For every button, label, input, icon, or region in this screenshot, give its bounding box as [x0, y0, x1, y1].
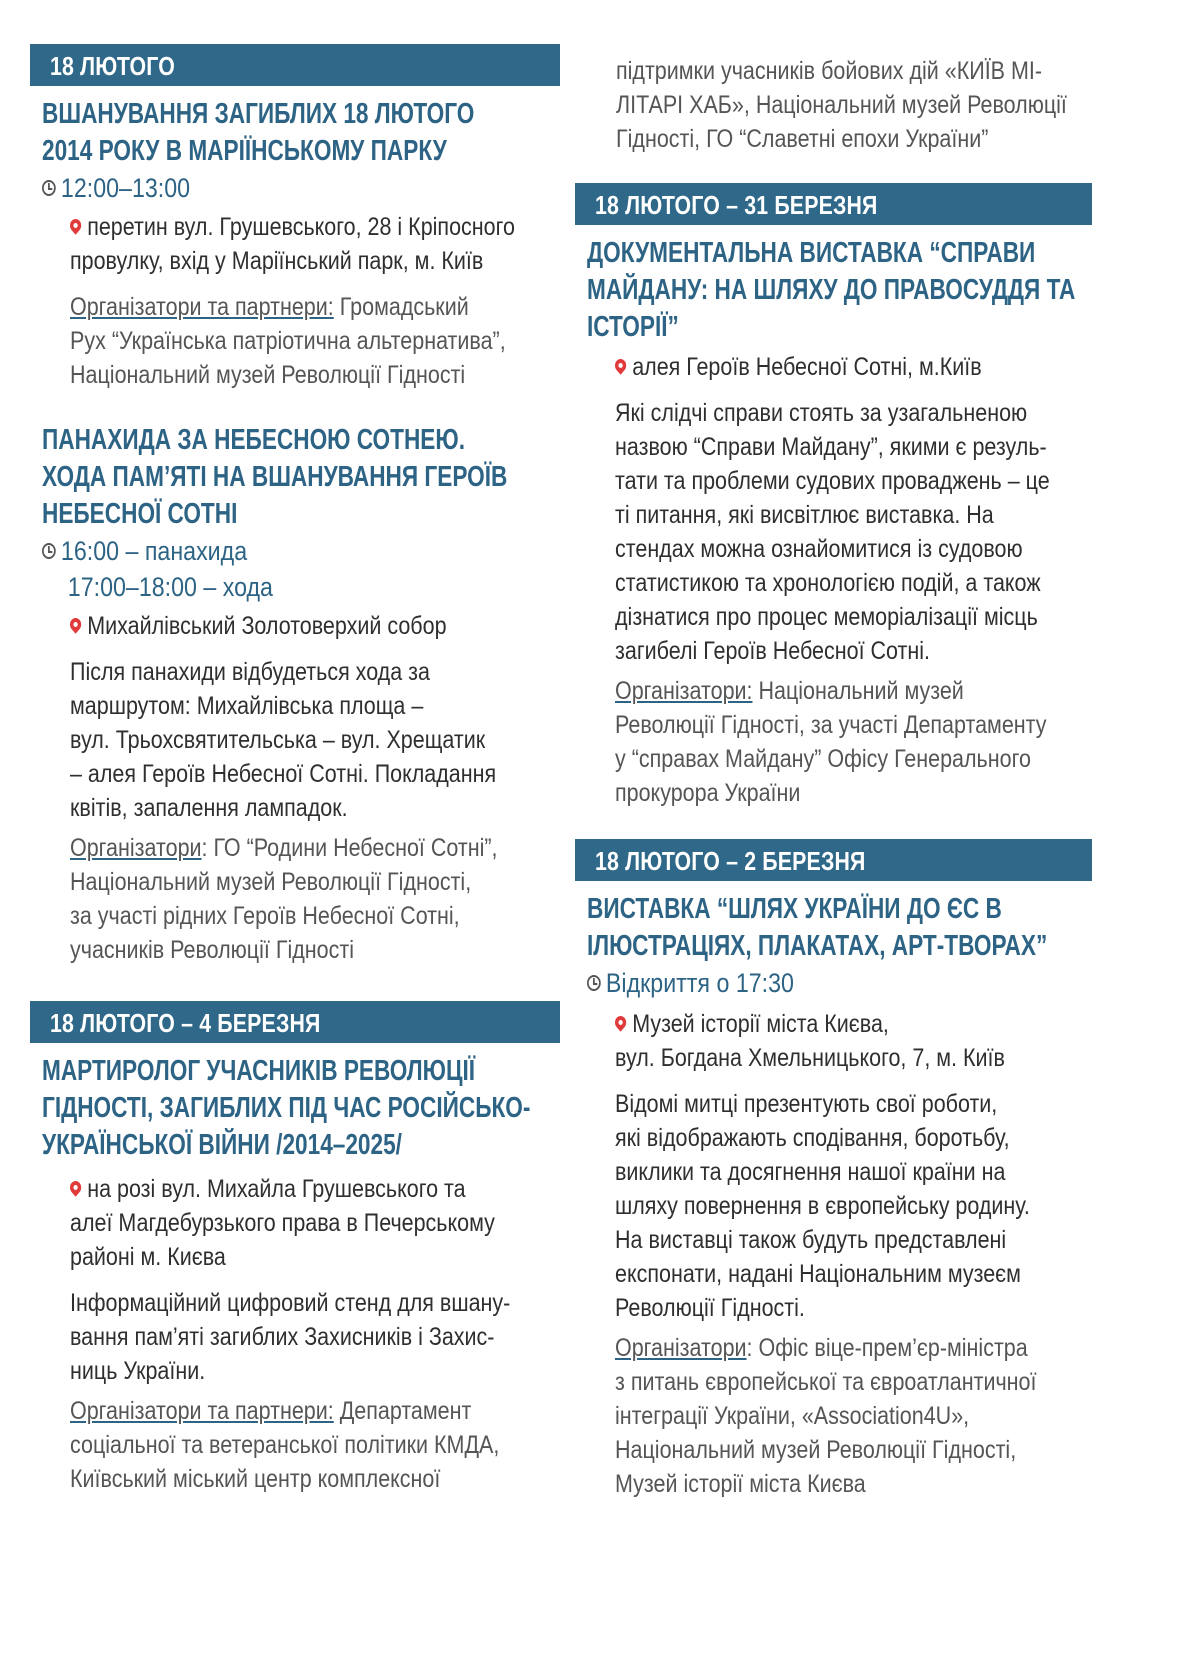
organizers-line: Громадський [333, 293, 469, 321]
location-line: районі м. Києва [70, 1243, 226, 1271]
event-panakhyda [30, 422, 560, 967]
location-line: алеї Магдебурзького права в Печерському [70, 1209, 495, 1237]
event-martyrology [30, 1053, 560, 1496]
organizers-line: з питань європейської та євроатлантичної [615, 1368, 1037, 1396]
description-line: Інформаційний цифровий стенд для вшану- [70, 1289, 511, 1317]
section-18-feb-31-mar [575, 183, 1092, 810]
description-line: вул. Трьохсвятительська – вул. Хрещатик [70, 726, 486, 754]
description-line: дізнатися про процес меморіалізації місць [615, 603, 1038, 631]
title-line: ПАНАХИДА ЗА НЕБЕСНОЮ СОТНЕЮ. [42, 424, 466, 456]
event-time [587, 965, 1092, 1001]
section-18-feb-4-mar [30, 1001, 560, 1496]
time-text: 17:00–18:00 – хода [67, 572, 273, 602]
event-organizers [615, 1331, 1092, 1501]
description-line: тати та проблеми судових проваджень – це [615, 467, 1050, 495]
title-line: ГІДНОСТІ, ЗАГИБЛИХ ПІД ЧАС РОСІЙСЬКО- [42, 1092, 531, 1124]
organizers-line: : ГО “Родини Небесної Сотні”, [201, 834, 498, 862]
description-line: Після панахиди відбудеться хода за [70, 658, 430, 686]
title-line: МАРТИРОЛОГ УЧАСНИКІВ РЕВОЛЮЦІЇ [42, 1055, 476, 1087]
clock-icon [42, 180, 56, 196]
location-line: Михайлівський Золотоверхий собор [87, 612, 447, 640]
description-line: квітів, запалення лампадок. [70, 794, 348, 822]
location-line: на розі вул. Михайла Грушевського та [87, 1175, 466, 1203]
location-pin-icon [68, 1178, 84, 1196]
event-description [70, 655, 560, 825]
location-pin-icon [68, 216, 84, 234]
organizers-line: Національний музей [752, 677, 964, 705]
event-maidan-cases-exhibition [575, 235, 1092, 810]
event-memorial-mariinsky [30, 96, 560, 392]
organizers-line: інтеграції України, «Association4U», [615, 1402, 970, 1430]
event-title [587, 235, 1092, 346]
location-line: Музей історії міста Києва, [632, 1010, 889, 1038]
title-line: ХОДА ПАМ’ЯТІ НА ВШАНУВАННЯ ГЕРОЇВ [42, 461, 508, 493]
date-bar [30, 1001, 560, 1043]
time-text: Відкриття о 17:30 [605, 968, 794, 998]
location-pin-icon [613, 1013, 629, 1031]
description-line: – алея Героїв Небесної Сотні. Покладання [70, 760, 497, 788]
organizers-line: у “справах Майдану” Офісу Генерального [615, 745, 1031, 773]
section-18-feb [30, 44, 560, 967]
organizers-line: прокурора України [615, 779, 801, 807]
date-label: 18 ЛЮТОГО – 31 БЕРЕЗНЯ [595, 190, 878, 220]
organizers-line: соціальної та ветеранської політики КМДА, [70, 1431, 500, 1459]
location-pin-icon [68, 615, 84, 633]
organizers-line: Музей історії міста Києва [615, 1470, 866, 1498]
organizers-label: Організатори та партнери: [70, 1397, 334, 1425]
description-line: стендах можна ознайомитися із судовою [615, 535, 1023, 563]
date-label: 18 ЛЮТОГО – 2 БЕРЕЗНЯ [595, 846, 866, 876]
location-line: перетин вул. Грушевського, 28 і Кріпосного [87, 213, 515, 241]
organizers-label: Організатори [70, 834, 202, 862]
title-line: ВШАНУВАННЯ ЗАГИБЛИХ 18 ЛЮТОГО [42, 98, 475, 130]
event-eu-path-exhibition [575, 891, 1092, 1501]
title-line: ІЛЮСТРАЦІЯХ, ПЛАКАТАХ, АРТ-ТВОРАХ” [587, 930, 1048, 962]
event-location [70, 1172, 560, 1274]
organizers-label: Організатори: [615, 677, 753, 705]
date-label: 18 ЛЮТОГО – 4 БЕРЕЗНЯ [50, 1008, 321, 1038]
event-title [42, 422, 560, 533]
location-line: провулку, вхід у Маріїнський парк, м. Київ [70, 247, 484, 275]
title-line: НЕБЕСНОЇ СОТНІ [42, 498, 238, 530]
description-line: шляху повернення в європейську родину. [615, 1192, 1030, 1220]
organizers-label: Організатори та партнери: [70, 293, 334, 321]
description-line: які відображають сподівання, боротьбу, [615, 1124, 1010, 1152]
event-description [615, 396, 1092, 668]
organizers-line: : Офіс віце-прем’єр-міністра [746, 1334, 1028, 1362]
organizers-line: Київський міський центр комплексної [70, 1465, 441, 1493]
clock-icon [42, 543, 56, 559]
description-line: Які слідчі справи стоять за узагальненою [615, 399, 1028, 427]
date-bar [575, 839, 1092, 881]
title-line: УКРАЇНСЬКОЇ ВІЙНИ /2014–2025/ [42, 1129, 402, 1161]
description-line: вання пам’яті загиблих Захисників і Захис- [70, 1323, 495, 1351]
event-location [615, 350, 1092, 384]
description-line: ті питання, які висвітлює виставка. На [615, 501, 994, 529]
event-time [42, 170, 560, 206]
event-organizers [615, 674, 1092, 810]
description-line: експонати, надані Національним музеєм [615, 1260, 1021, 1288]
event-organizers [70, 831, 560, 967]
organizers-line: Національний музей Революції Гідності, [70, 868, 472, 896]
event-title [587, 891, 1092, 965]
description-line: Революції Гідності. [615, 1294, 805, 1322]
date-bar [575, 183, 1092, 225]
description-line: маршрутом: Михайлівська площа – [70, 692, 424, 720]
organizers-line: Гідності, ГО “Славетні епохи України” [616, 125, 989, 153]
description-line: ниць України. [70, 1357, 206, 1385]
event-description [70, 1286, 560, 1388]
title-line: МАЙДАНУ: НА ШЛЯХУ ДО ПРАВОСУДДЯ ТА [587, 274, 1076, 306]
title-line: ДОКУМЕНТАЛЬНА ВИСТАВКА “СПРАВИ [587, 237, 1036, 269]
organizers-line: ЛІТАРІ ХАБ», Національний музей Революції [616, 91, 1067, 119]
event-location [615, 1007, 1092, 1075]
organizers-line: Департамент [333, 1397, 472, 1425]
time-text: 12:00–13:00 [60, 173, 191, 203]
description-line: статистикою та хронологією подій, а також [615, 569, 1041, 597]
section-18-feb-2-mar [575, 839, 1092, 1501]
organizers-label: Організатори [615, 1334, 747, 1362]
organizers-line: Національний музей Революції Гідності [70, 361, 466, 389]
time-text: 16:00 – панахида [60, 536, 248, 566]
organizers-line: Революції Гідності, за участі Департаменту [615, 711, 1047, 739]
description-line: виклики та досягнення нашої країни на [615, 1158, 1006, 1186]
organizers-continuation [616, 54, 1145, 156]
event-location [70, 210, 560, 278]
event-organizers [70, 290, 560, 392]
description-line: назвою “Справи Майдану”, якими є резуль- [615, 433, 1047, 461]
event-organizers [70, 1394, 560, 1496]
location-line: алея Героїв Небесної Сотні, м.Київ [632, 353, 982, 381]
organizers-line: Національний музей Революції Гідності, [615, 1436, 1017, 1464]
title-line: ВИСТАВКА “ШЛЯХ УКРАЇНИ ДО ЄС В [587, 893, 1002, 925]
date-label: 18 ЛЮТОГО [50, 51, 175, 81]
location-line: вул. Богдана Хмельницького, 7, м. Київ [615, 1044, 1005, 1072]
organizers-line: підтримки учасників бойових дій «КИЇВ МІ- [616, 57, 1043, 85]
event-description [615, 1087, 1092, 1325]
title-line: 2014 РОКУ В МАРІЇНСЬКОМУ ПАРКУ [42, 135, 447, 167]
organizers-line: за участі рідних Героїв Небесної Сотні, [70, 902, 460, 930]
description-line: Відомі митці презентують свої роботи, [615, 1090, 998, 1118]
location-pin-icon [613, 356, 629, 374]
description-line: загибелі Героїв Небесної Сотні. [615, 637, 931, 665]
event-location [70, 609, 560, 643]
organizers-line: учасників Революції Гідності [70, 936, 355, 964]
event-time [42, 533, 560, 605]
event-title [42, 1053, 560, 1164]
description-line: На виставці також будуть представлені [615, 1226, 1007, 1254]
clock-icon [587, 975, 601, 991]
organizers-line: Рух “Українська патріотична альтернатива”, [70, 327, 506, 355]
date-bar [30, 44, 560, 86]
event-title [42, 96, 560, 170]
title-line: ІСТОРІЇ” [587, 311, 679, 343]
